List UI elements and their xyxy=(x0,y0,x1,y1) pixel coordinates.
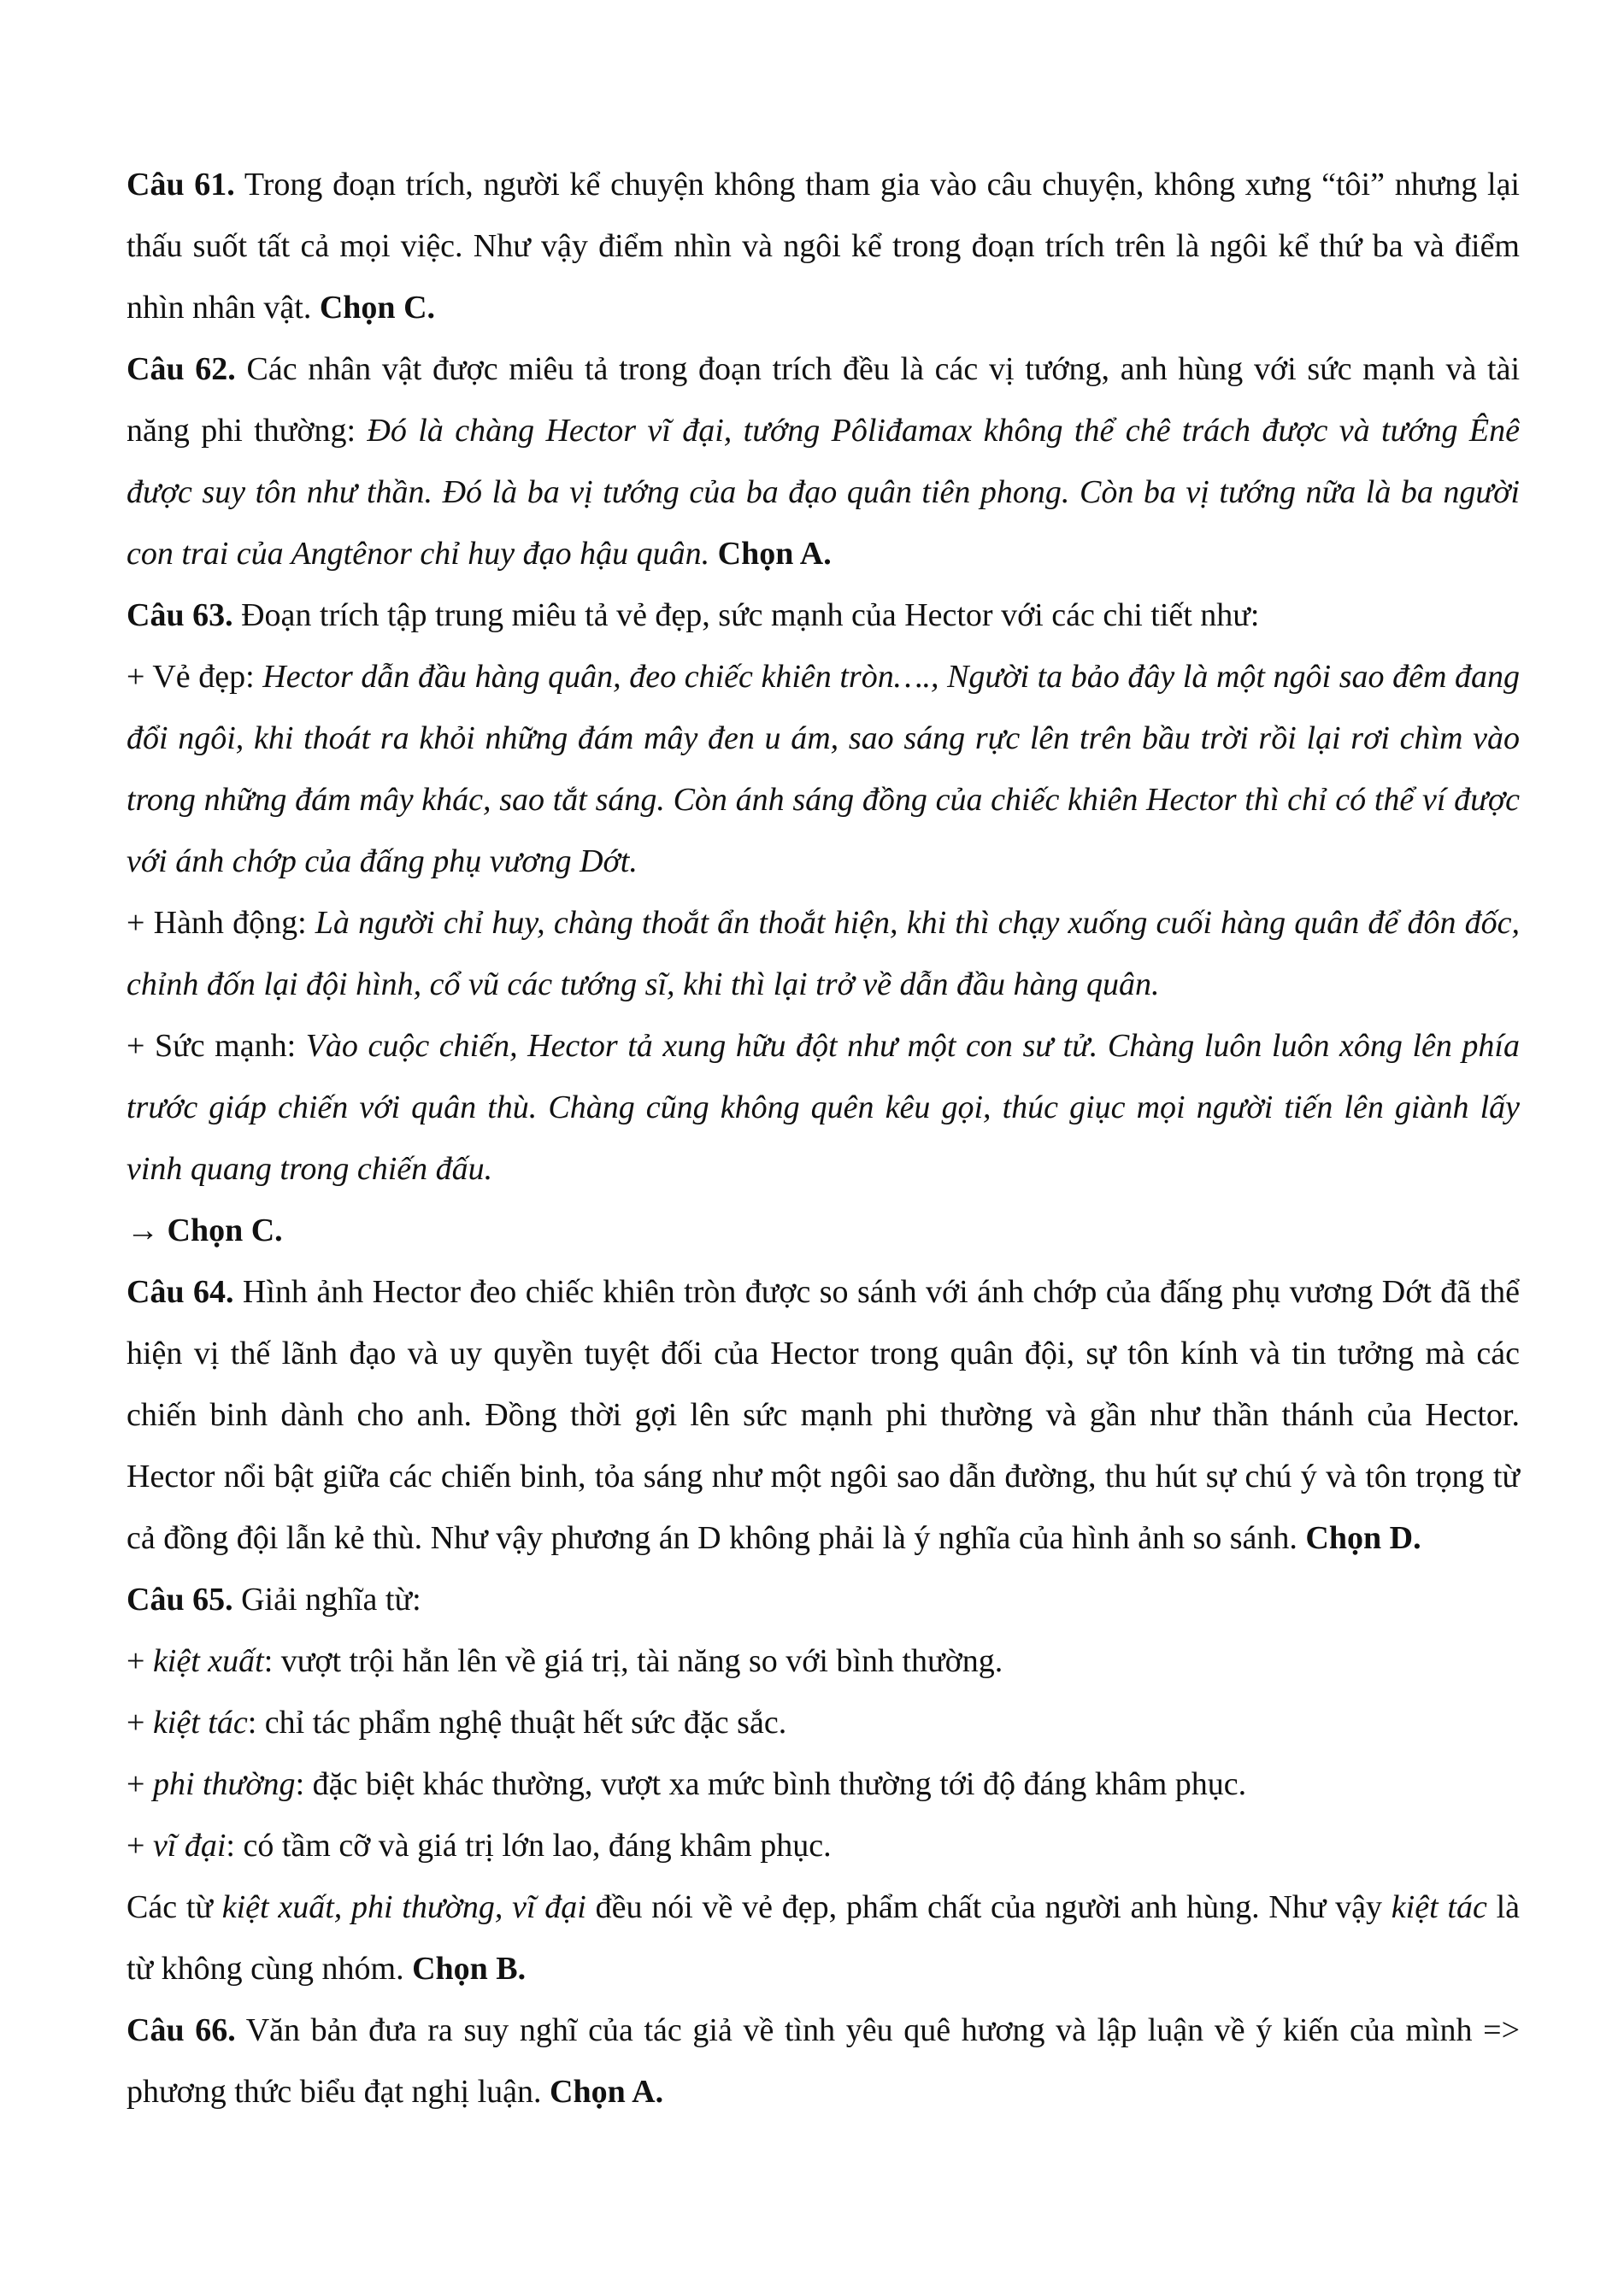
answer-choice: → Chọn C. xyxy=(127,1213,283,1248)
detail-prefix: + Sức mạnh: xyxy=(127,1028,306,1064)
question-61 xyxy=(127,154,1520,338)
question-66 xyxy=(127,1999,1520,2123)
question-65 xyxy=(127,1569,1520,1630)
conclusion-text: đều nói về vẻ đẹp, phẩm chất của người anh hùng. Như vậy xyxy=(585,1889,1392,1925)
defined-term: vĩ đại xyxy=(152,1828,227,1864)
quoted-text: Là người chỉ huy, chàng thoắt ẩn thoắt hiện, khi thì chạy xuống cuối hàng quân để đôn đốc, chỉnh đốn lại đội hình, cổ vũ các tướng sĩ, khi thì lại trở về dẫn đầu hàng quân. xyxy=(127,905,1520,1002)
answer-choice: Chọn C. xyxy=(319,290,436,326)
detail-action xyxy=(127,892,1520,1015)
answer-choice: Chọn D. xyxy=(1305,1520,1421,1556)
detail-prefix: + Vẻ đẹp: xyxy=(127,659,263,695)
question-label: Câu 63. xyxy=(127,597,233,633)
question-62 xyxy=(127,338,1520,584)
definition-text: : có tầm cỡ và giá trị lớn lao, đáng khâm phục. xyxy=(226,1828,832,1864)
question-label: Câu 65. xyxy=(127,1582,233,1618)
answer-choice: Chọn B. xyxy=(412,1951,527,1987)
document-page xyxy=(127,154,1520,2123)
word-definition xyxy=(127,1692,1520,1753)
word-definition xyxy=(127,1815,1520,1876)
defined-term: kiệt xuất xyxy=(152,1643,264,1679)
quoted-text: Hector dẫn đầu hàng quân, đeo chiếc khiên tròn…., Người ta bảo đây là một ngôi sao đêm đang đổi ngôi, khi thoát ra khỏi những đám mây đen u ám, sao sáng rực lên trên bầu trời rồi lại rơi chìm vào trong những đám mây khác, sao tắt sáng. Còn ánh sáng đồng của chiếc khiên Hector thì chỉ có thể ví được với ánh chớp của đấng phụ vương Dớt. xyxy=(127,659,1520,879)
list-prefix: + xyxy=(127,1705,153,1741)
list-prefix: + xyxy=(127,1828,153,1864)
question-label: Câu 66. xyxy=(127,2012,236,2048)
list-prefix: + xyxy=(127,1766,153,1802)
quoted-text: kiệt xuất, phi thường, vĩ đại xyxy=(221,1889,586,1925)
definition-text: : đặc biệt khác thường, vượt xa mức bình thường tới độ đáng khâm phục. xyxy=(295,1766,1247,1802)
list-prefix: + xyxy=(127,1643,153,1679)
question-63-answer xyxy=(127,1200,1520,1261)
question-text: Trong đoạn trích, người kể chuyện không tham gia vào câu chuyện, không xưng “tôi” nhưng lại thấu suốt tất cả mọi việc. Như vậy điểm nhìn và ngôi kể trong đoạn trích trên là ngôi kể thứ ba và điểm nhìn nhân vật. xyxy=(127,167,1520,326)
question-text: Hình ảnh Hector đeo chiếc khiên tròn được so sánh với ánh chớp của đấng phụ vương Dớt đã thể hiện vị thế lãnh đạo và uy quyền tuyệt đối của Hector trong quân đội, sự tôn kính và tin tưởng mà các chiến binh dành cho anh. Đồng thời gợi lên sức mạnh phi thường và gần như thần thánh của Hector. Hector nổi bật giữa các chiến binh, tỏa sáng như một ngôi sao dẫn đường, thu hút sự chú ý và tôn trọng từ cả đồng đội lẫn kẻ thù. Như vậy phương án D không phải là ý nghĩa của hình ảnh so sánh. xyxy=(127,1274,1520,1556)
definition-text: : chỉ tác phẩm nghệ thuật hết sức đặc sắc. xyxy=(247,1705,787,1741)
word-definition xyxy=(127,1630,1520,1692)
answer-choice: Chọn A. xyxy=(709,536,832,572)
detail-beauty xyxy=(127,646,1520,892)
question-label: Câu 62. xyxy=(127,351,236,387)
question-label: Câu 64. xyxy=(127,1274,234,1310)
quoted-text: kiệt tác xyxy=(1391,1889,1487,1925)
question-65-conclusion xyxy=(127,1876,1520,1999)
question-64 xyxy=(127,1261,1520,1569)
question-text: Văn bản đưa ra suy nghĩ của tác giả về tình yêu quê hương và lập luận về ý kiến của mình => phương thức biểu đạt nghị luận. xyxy=(127,2012,1520,2110)
answer-choice: Chọn A. xyxy=(550,2074,664,2110)
question-label: Câu 61. xyxy=(127,167,235,203)
detail-prefix: + Hành động: xyxy=(127,905,315,941)
word-definition xyxy=(127,1753,1520,1815)
quoted-text: Đó là chàng Hector vĩ đại, tướng Pôliđamax không thể chê trách được và tướng Ênê được suy tôn như thần. Đó là ba vị tướng của ba đạo quân tiên phong. Còn ba vị tướng nữa là ba người con trai của Angtênor chỉ huy đạo hậu quân. xyxy=(127,413,1521,572)
conclusion-text: Các từ xyxy=(127,1889,222,1925)
detail-strength xyxy=(127,1015,1520,1200)
question-63 xyxy=(127,584,1520,646)
question-text: Các nhân vật được miêu tả trong đoạn trích đều là các vị tướng, anh hùng với sức mạnh và tài năng phi thường: xyxy=(127,351,1521,449)
definition-text: : vượt trội hẳn lên về giá trị, tài năng so với bình thường. xyxy=(263,1643,1003,1679)
question-text: Giải nghĩa từ: xyxy=(232,1582,421,1618)
question-text: Đoạn trích tập trung miêu tả vẻ đẹp, sức mạnh của Hector với các chi tiết như: xyxy=(232,597,1260,633)
defined-term: kiệt tác xyxy=(152,1705,248,1741)
defined-term: phi thường xyxy=(152,1766,296,1802)
quoted-text: Vào cuộc chiến, Hector tả xung hữu đột như một con sư tử. Chàng luôn luôn xông lên phía trước giáp chiến với quân thù. Chàng cũng không quên kêu gọi, thúc giục mọi người tiến lên giành lấy vinh quang trong chiến đấu. xyxy=(127,1028,1520,1187)
conclusion-text: là từ không cùng nhóm. xyxy=(127,1889,1520,1987)
